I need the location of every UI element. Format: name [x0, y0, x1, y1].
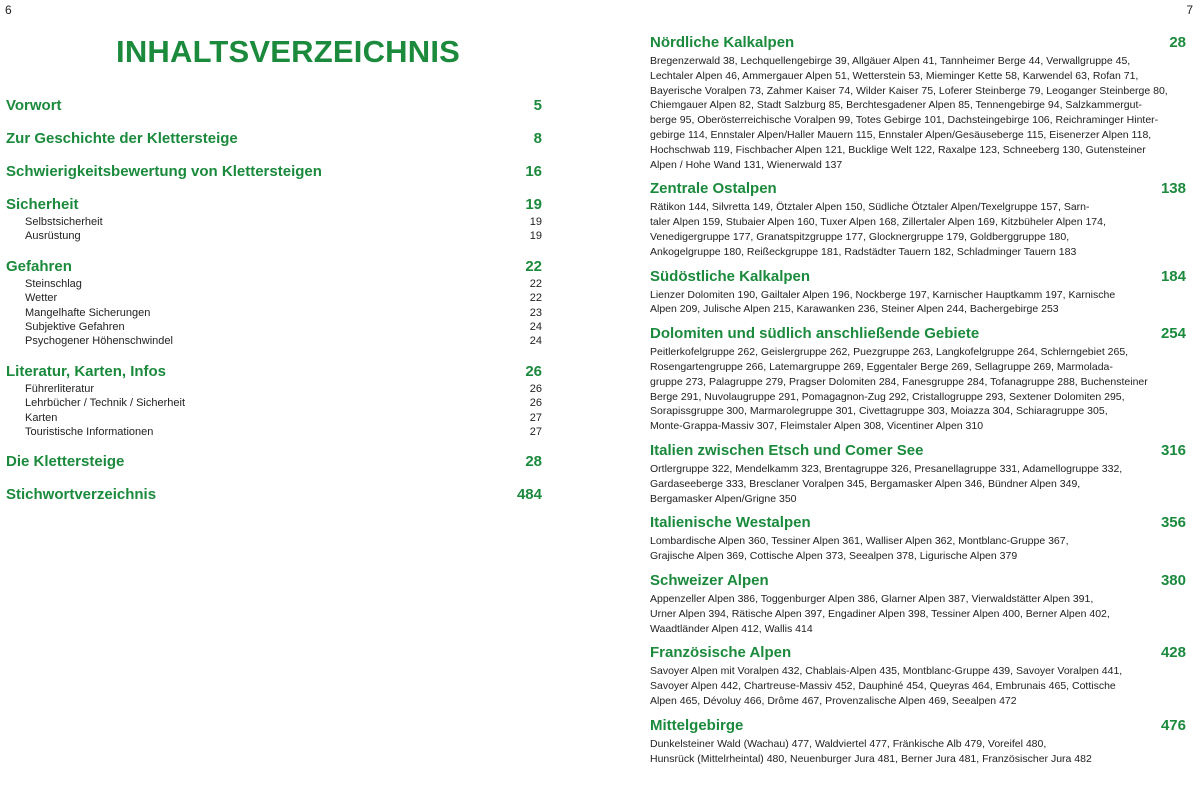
region-title: Dolomiten und südlich anschließende Gebiete: [650, 325, 980, 343]
region-text-line: Rätikon 144, Silvretta 149, Ötztaler Alpen 150, Südliche Ötztaler Alpen/Texelgruppe 157, Sarn-: [650, 201, 1090, 214]
region-title: Südöstliche Kalkalpen: [650, 267, 811, 285]
toc-subentry-page: 24: [529, 321, 542, 334]
toc-list: [6, 95, 542, 517]
region-text: [650, 534, 1186, 564]
toc-section: [6, 161, 542, 182]
region-text-line: Bregenzerwald 38, Lechquellengebirge 39, Allgäuer Alpen 41, Tannheimer Berge 44, Verwallgruppe 45,: [650, 55, 1131, 67]
toc-entry[interactable]: [6, 451, 542, 472]
toc-entry-label: Die Klettersteige: [6, 453, 125, 471]
region-heading[interactable]: [650, 324, 1186, 344]
toc-entry-page: 19: [525, 196, 542, 213]
toc-subentry-page: 22: [529, 292, 542, 305]
region-text-line: Alpen 209, Julische Alpen 215, Karawanken 236, Steiner Alpen 244, Bachergebirge 253: [650, 303, 1059, 316]
region-heading[interactable]: [650, 267, 1186, 287]
region-page: 254: [1160, 325, 1186, 343]
region-text-line: Savoyer Alpen mit Voralpen 432, Chablais-Alpen 435, Montblanc-Gruppe 439, Savoyer Voralpen 441,: [650, 665, 1123, 678]
region-title: Italienische Westalpen: [650, 514, 811, 532]
toc-entry-label: Literatur, Karten, Infos: [6, 362, 167, 380]
region-text-line: Dunkelsteiner Wald (Wachau) 477, Waldviertel 477, Fränkische Alb 479, Voreifel 480,: [650, 737, 1047, 750]
region-text: [650, 592, 1186, 636]
toc-subentry-label: Steinschlag: [25, 277, 82, 290]
toc-subentry-label: Touristische Informationen: [25, 426, 154, 439]
region-heading[interactable]: [650, 643, 1186, 663]
toc-subentry-page: 26: [529, 397, 542, 410]
toc-subentry[interactable]: [6, 396, 542, 410]
region-text-line: Chiemgauer Alpen 82, Stadt Salzburg 85, Berchtesgadener Alpen 85, Tennengebirge 94, Salzkammergut-: [650, 99, 1142, 112]
toc-entry[interactable]: [6, 256, 542, 277]
toc-subentry-page: 19: [529, 216, 542, 228]
toc-entry-label: Vorwort: [6, 97, 62, 114]
toc-subentry-label: Wetter: [25, 292, 58, 305]
region-text-line: Urner Alpen 394, Rätische Alpen 397, Engadiner Alpen 398, Tessiner Alpen 400, Berner Alpen 402,: [650, 607, 1110, 620]
region-text-line: Rosengartengruppe 266, Latemargruppe 269, Eggentaler Berge 269, Sellagruppe 269, Marmolada-: [650, 360, 1113, 373]
region-text-line: gebirge 114, Ennstaler Alpen/Haller Mauern 115, Ennstaler Alpen/Gesäuseberge 115, Eisenerzer Alpen 118,: [650, 128, 1152, 141]
toc-subentry-page: 27: [529, 411, 542, 424]
toc-subentry[interactable]: [6, 382, 542, 396]
toc-entry[interactable]: [6, 484, 542, 505]
region-title: Nördliche Kalkalpen: [650, 34, 795, 51]
toc-entry-page: 484: [516, 486, 542, 504]
region-page: 184: [1160, 267, 1186, 285]
region-heading[interactable]: [650, 441, 1186, 461]
region-text-line: Alpen 465, Dévoluy 466, Drôme 467, Provenzalische Alpen 469, Seealpen 472: [650, 694, 1017, 707]
toc-subentry-label: Subjektive Gefahren: [25, 321, 125, 334]
region-section: [650, 571, 1186, 636]
region-text-line: Sorapissgruppe 300, Marmarolegruppe 301, Civettagruppe 303, Moiazza 304, Schiaragruppe 305,: [650, 405, 1108, 418]
toc-subentry[interactable]: [6, 229, 542, 243]
toc-subentry-label: Lehrbücher / Technik / Sicherheit: [25, 397, 185, 410]
region-page: 28: [1169, 34, 1186, 51]
toc-entry-page: 5: [533, 97, 542, 114]
toc-subentry-label: Mangelhafte Sicherungen: [25, 306, 151, 319]
region-page: 138: [1160, 180, 1186, 198]
toc-subentry-label: Karten: [25, 411, 58, 424]
region-heading[interactable]: [650, 179, 1186, 199]
region-section: [650, 643, 1186, 708]
region-text-line: Alpen / Hohe Wand 131, Wienerwald 137: [650, 158, 843, 171]
region-text-line: Hochschwab 119, Fischbacher Alpen 121, Bucklige Welt 122, Raxalpe 123, Schneeberg 130, Gutensteiner: [650, 143, 1146, 156]
page-number-right: 7: [1186, 3, 1193, 17]
region-page: 316: [1160, 441, 1186, 459]
region-text-line: Lechtaler Alpen 46, Ammergauer Alpen 51, Wetterstein 53, Mieminger Kette 58, Karwendel 63, Rofan 71,: [650, 69, 1139, 82]
region-page: 380: [1160, 571, 1186, 589]
page-title: INHALTSVERZEICHNIS: [116, 34, 461, 69]
region-section: [650, 267, 1186, 318]
region-title: Zentrale Ostalpen: [650, 180, 777, 198]
region-title: Schweizer Alpen: [650, 571, 769, 589]
region-text-line: Waadtländer Alpen 412, Wallis 414: [650, 622, 813, 635]
toc-entry-label: Sicherheit: [6, 196, 79, 213]
toc-entry-label: Zur Geschichte der Klettersteige: [6, 130, 238, 147]
toc-entry-label: Schwierigkeitsbewertung von Klettersteigen: [6, 163, 322, 180]
region-page: 476: [1160, 716, 1186, 734]
region-text: [650, 200, 1186, 259]
toc-entry[interactable]: [6, 128, 542, 149]
toc-subentry[interactable]: [6, 277, 542, 291]
region-text: [650, 288, 1186, 318]
toc-subentry-page: 24: [529, 335, 542, 348]
region-text-line: Monte-Grappa-Massiv 307, Fleimstaler Alpen 308, Vicentiner Alpen 310: [650, 420, 984, 433]
toc-subentry[interactable]: [6, 320, 542, 334]
region-text-line: Ankogelgruppe 180, Reißeckgruppe 181, Radstädter Tauern 182, Schladminger Tauern 183: [650, 245, 1077, 258]
toc-entry-label: Stichwortverzeichnis: [6, 486, 157, 504]
region-section: [650, 324, 1186, 434]
region-heading[interactable]: [650, 716, 1186, 736]
region-title: Französische Alpen: [650, 644, 792, 662]
toc-subentry[interactable]: [6, 291, 542, 305]
region-text-line: Savoyer Alpen 442, Chartreuse-Massiv 452, Dauphiné 454, Queyras 464, Embrunais 465, Cottische: [650, 680, 1116, 693]
toc-entry-page: 16: [525, 163, 542, 180]
toc-section: [6, 361, 542, 440]
toc-subentry-page: 19: [529, 230, 542, 243]
toc-section: [6, 451, 542, 472]
region-text-line: Bayerische Voralpen 73, Zahmer Kaiser 74, Wilder Kaiser 75, Loferer Steinberge 79, Leoganger Steinberge 80,: [650, 84, 1168, 97]
toc-subentry[interactable]: [6, 425, 542, 439]
region-page: 428: [1160, 644, 1186, 662]
toc-subentry[interactable]: [6, 411, 542, 425]
region-text-line: Grajische Alpen 369, Cottische Alpen 373, Seealpen 378, Ligurische Alpen 379: [650, 550, 1018, 563]
region-text: [650, 664, 1186, 708]
toc-subentry[interactable]: [6, 306, 542, 320]
toc-entry[interactable]: [6, 194, 542, 215]
region-text-line: berge 95, Oberösterreichische Voralpen 99, Totes Gebirge 101, Dachsteingebirge 106, Reichraminger Hinter-: [650, 114, 1159, 127]
region-text-line: Hunsrück (Mittelrheintal) 480, Neuenburger Jura 481, Berner Jura 481, Französischer Jura 482: [650, 752, 1092, 765]
toc-entry-label: Gefahren: [6, 257, 72, 275]
region-text-line: Bergamasker Alpen/Grigne 350: [650, 492, 797, 505]
region-heading[interactable]: [650, 33, 1186, 53]
region-page: 356: [1160, 514, 1186, 532]
region-heading[interactable]: [650, 571, 1186, 591]
toc-subentry[interactable]: [6, 215, 542, 229]
region-section: [650, 441, 1186, 506]
region-section: [650, 716, 1186, 767]
toc-subentry[interactable]: [6, 334, 542, 348]
toc-entry-page: 28: [525, 453, 542, 471]
toc-section: [6, 256, 542, 349]
region-text: [650, 737, 1186, 767]
toc-entry-page: 8: [533, 130, 542, 147]
toc-section: [6, 128, 542, 149]
toc-subentry-label: Ausrüstung: [25, 230, 81, 243]
toc-entry-page: 26: [525, 362, 542, 380]
region-text-line: Gardaseeberge 333, Bresclaner Voralpen 345, Bergamasker Alpen 346, Bündner Alpen 349,: [650, 477, 1081, 490]
region-heading[interactable]: [650, 513, 1186, 533]
region-title: Italien zwischen Etsch und Comer See: [650, 441, 924, 459]
toc-section: [6, 484, 542, 505]
right-page: [600, 0, 1200, 794]
toc-subentry-label: Führerliteratur: [25, 382, 95, 395]
region-text-line: Venedigergruppe 177, Granatspitzgruppe 177, Glocknergruppe 179, Goldberggruppe 180,: [650, 230, 1070, 243]
toc-entry[interactable]: [6, 95, 542, 116]
region-text: [650, 54, 1186, 172]
toc-subentry-page: 22: [529, 277, 542, 290]
region-text-line: taler Alpen 159, Stubaier Alpen 160, Tuxer Alpen 168, Zillertaler Alpen 169, Kitzbüheler Alpen 174,: [650, 216, 1106, 229]
toc-entry-page: 22: [525, 257, 542, 275]
toc-entry[interactable]: [6, 161, 542, 182]
region-text: [650, 462, 1186, 506]
region-text-line: Lombardische Alpen 360, Tessiner Alpen 361, Walliser Alpen 362, Montblanc-Gruppe 367,: [650, 535, 1069, 548]
region-section: [650, 179, 1186, 259]
toc-subentry-page: 23: [529, 306, 542, 319]
toc-subentry-page: 27: [529, 426, 542, 439]
region-text-line: Appenzeller Alpen 386, Toggenburger Alpen 386, Glarner Alpen 387, Vierwaldstätter Alpen 391,: [650, 592, 1094, 605]
toc-subentry-page: 26: [529, 382, 542, 395]
toc-section: [6, 95, 542, 116]
region-text-line: gruppe 273, Palagruppe 279, Pragser Dolomiten 284, Fanesgruppe 284, Tofanagruppe 288, Buchensteiner: [650, 375, 1148, 388]
region-text: [650, 345, 1186, 434]
toc-entry[interactable]: [6, 361, 542, 382]
region-text-line: Ortlergruppe 322, Mendelkamm 323, Brentagruppe 326, Presanellagruppe 331, Adamellogruppe 332,: [650, 462, 1123, 475]
page-number-left: 6: [5, 3, 12, 17]
region-text-line: Peitlerkofelgruppe 262, Geislergruppe 262, Puezgruppe 263, Langkofelgruppe 264, Schlerngebiet 265,: [650, 346, 1129, 359]
region-text-line: Berge 291, Nuvolaugruppe 291, Pomagagnon-Zug 292, Cristallogruppe 293, Sextener Dolomiten 295,: [650, 390, 1125, 403]
toc-subentry-label: Psychogener Höhenschwindel: [25, 335, 173, 348]
region-text-line: Lienzer Dolomiten 190, Gailtaler Alpen 196, Nockberge 197, Karnischer Hauptkamm 197, Karnische: [650, 288, 1116, 301]
region-title: Mittelgebirge: [650, 716, 744, 734]
region-section-list: [650, 33, 1186, 773]
toc-section: [6, 194, 542, 244]
region-section: [650, 33, 1186, 172]
toc-subentry-label: Selbstsicherheit: [25, 216, 103, 228]
region-section: [650, 513, 1186, 564]
